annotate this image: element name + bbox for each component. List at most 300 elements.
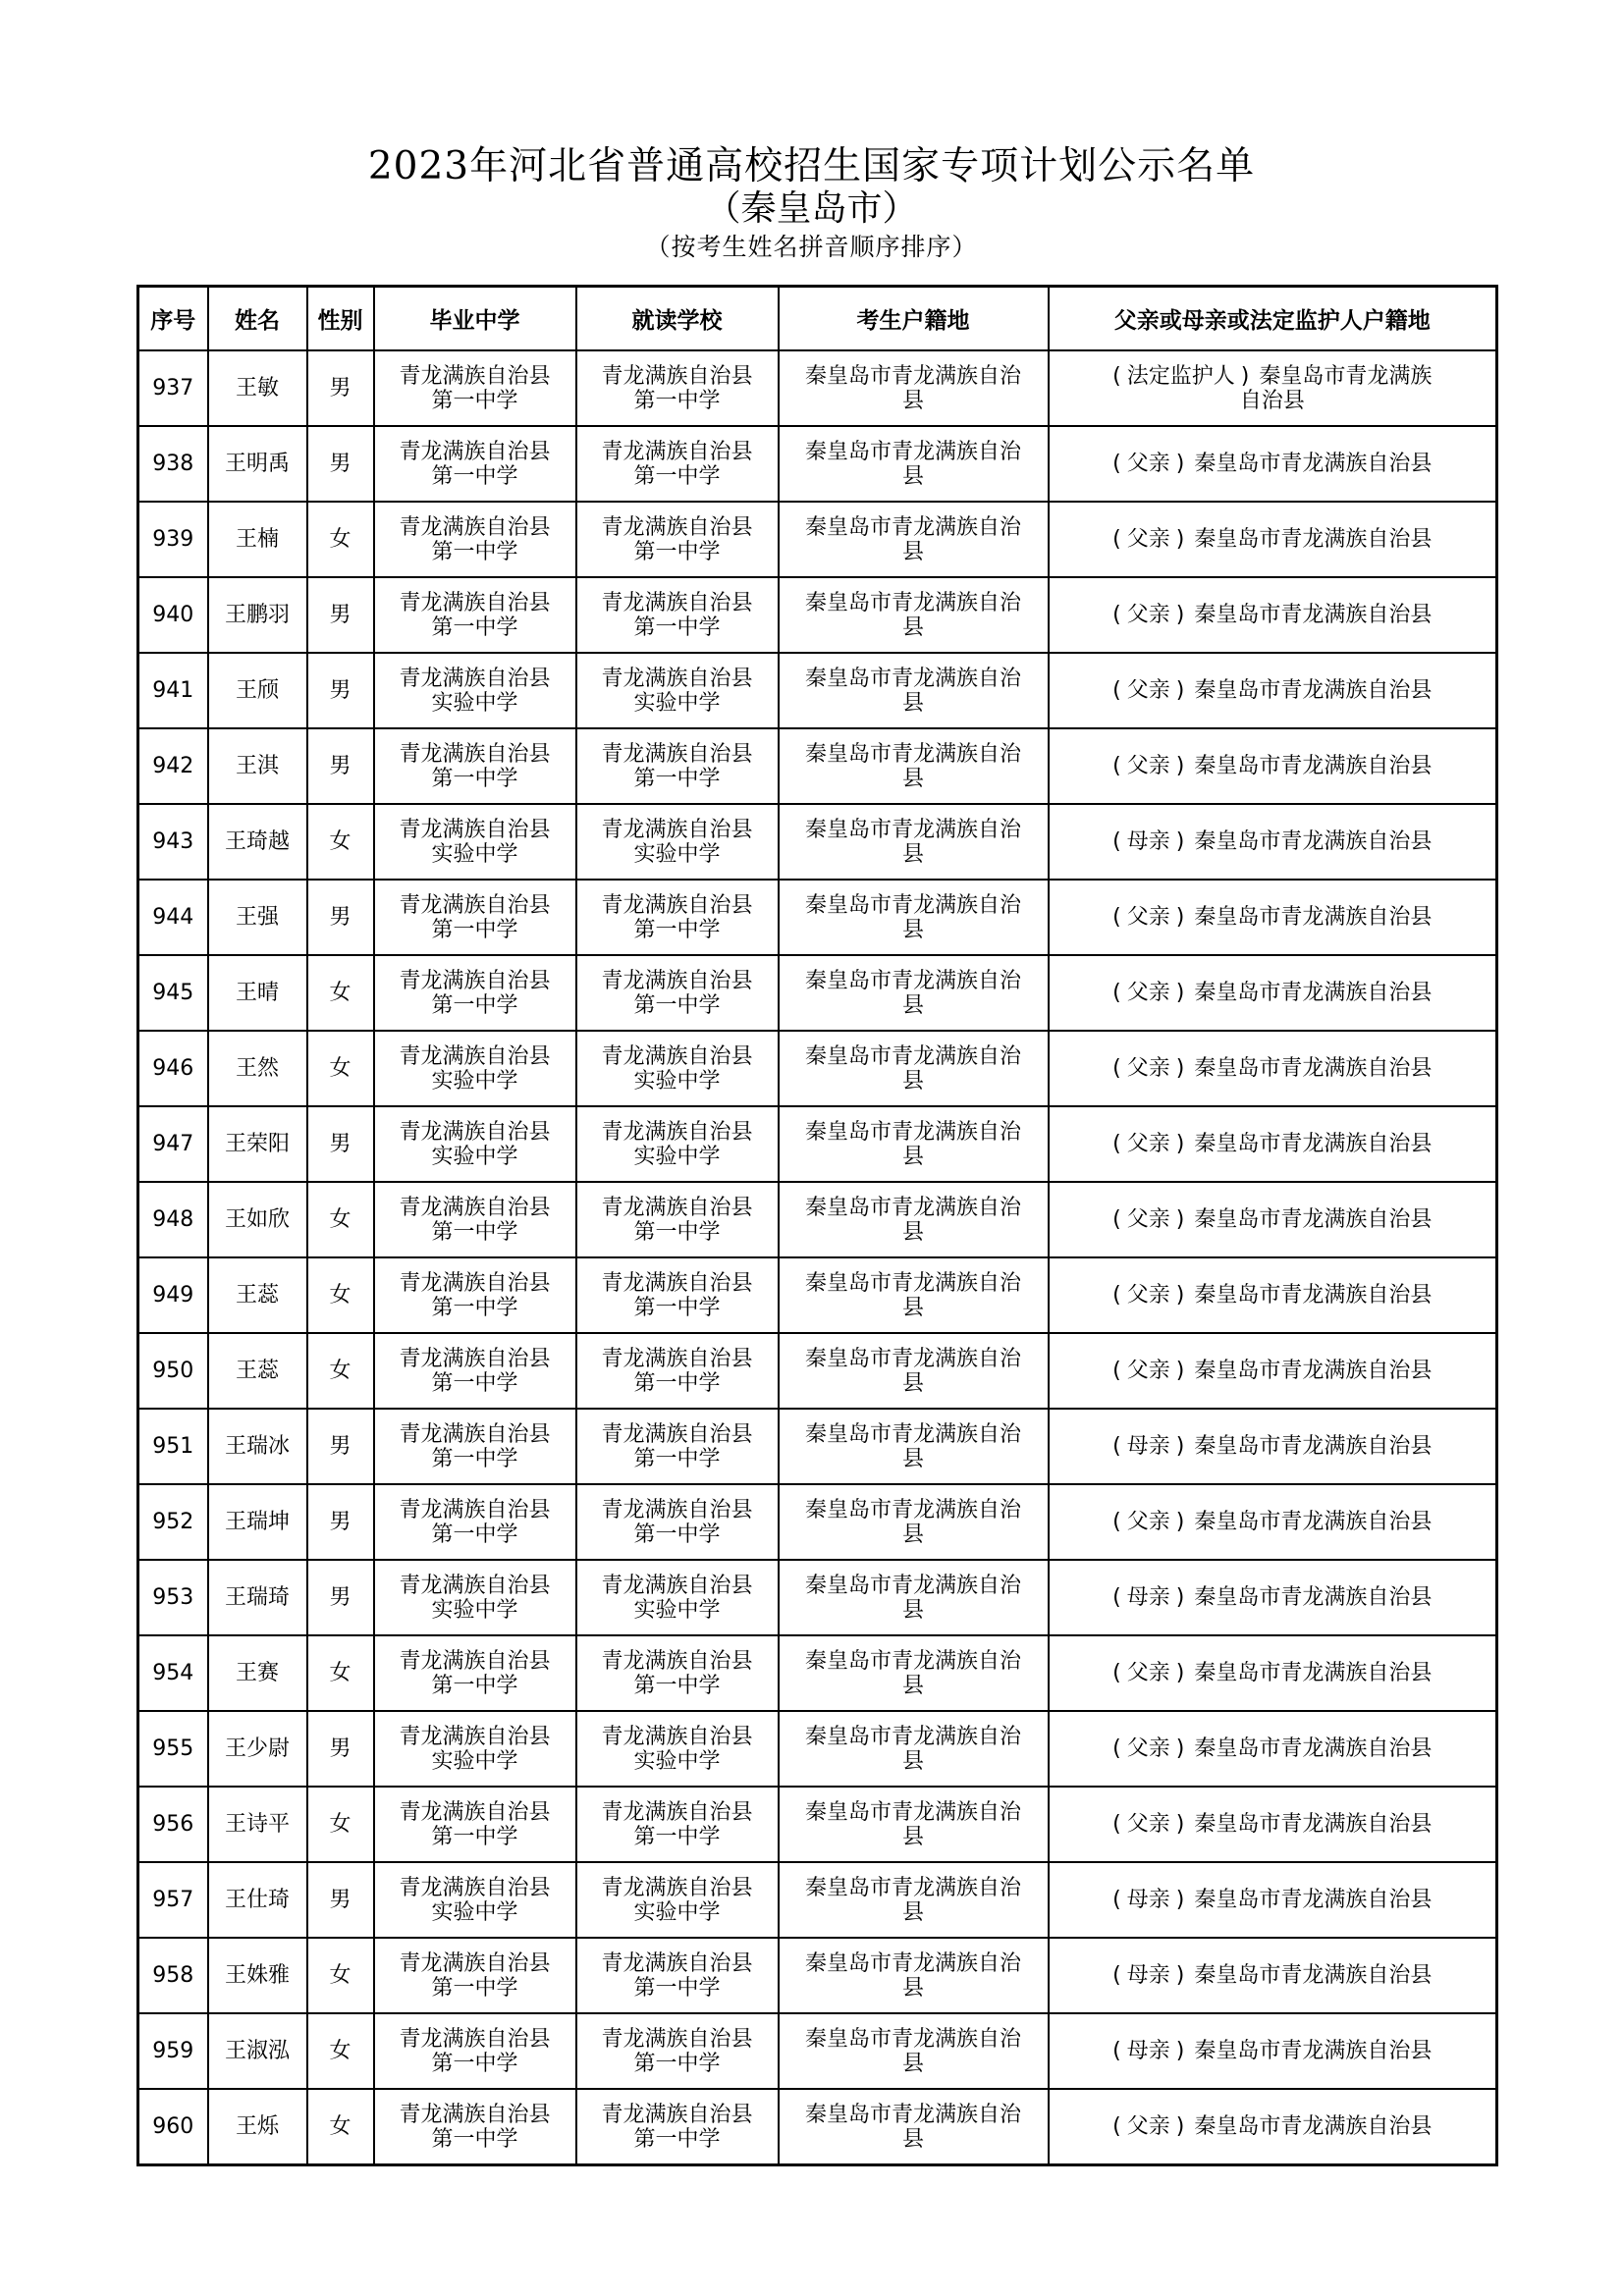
cell-parent-hukou [1049, 955, 1497, 1031]
table-row [138, 1711, 1497, 1787]
cell-grad-school-line1: 青龙满族自治县 [399, 514, 551, 540]
paren-open-glyph: ( [1112, 1963, 1121, 1988]
cell-hukou [779, 1031, 1049, 1106]
cell-name: 王姝雅 [208, 1938, 307, 2013]
cell-study-school-line2: 第一中学 [633, 539, 721, 564]
cell-study-school-line1: 青龙满族自治县 [601, 1195, 753, 1220]
cell-hukou-line1: 秦皇岛市青龙满族自治 [804, 817, 1021, 842]
cell-parent-hukou [1049, 653, 1497, 728]
parent-place: 秦皇岛市青龙满族自治县 [1194, 1056, 1433, 1081]
cell-grad-school [374, 728, 576, 804]
cell-hukou-line2: 县 [901, 690, 924, 716]
cell-grad-school [374, 653, 576, 728]
cell-grad-school [374, 880, 576, 955]
cell-study-school-line2: 第一中学 [633, 388, 721, 413]
cell-study-school-line1: 青龙满族自治县 [601, 590, 753, 615]
cell-grad-school [374, 2089, 576, 2165]
cell-hukou-line2: 县 [901, 2126, 924, 2152]
paren-open-glyph: ( [1112, 1510, 1121, 1534]
cell-hukou-line2: 县 [901, 1068, 924, 1094]
cell-grad-school-line2: 第一中学 [431, 917, 518, 942]
cell-hukou-line2: 县 [901, 1975, 924, 2001]
table-row [138, 1182, 1497, 1257]
cell-study-school-line1: 青龙满族自治县 [601, 1497, 753, 1522]
cell-seq: 955 [138, 1711, 208, 1787]
paren-open-glyph: ( [1112, 905, 1121, 930]
cell-sex: 女 [307, 804, 374, 880]
cell-study-school-line2: 实验中学 [633, 1144, 721, 1169]
cell-study-school-line1: 青龙满族自治县 [601, 892, 753, 918]
parent-place: 秦皇岛市青龙满族自治县 [1194, 527, 1433, 552]
cell-sex: 女 [307, 1635, 374, 1711]
cell-hukou-line2: 县 [901, 1295, 924, 1320]
cell-hukou-line1: 秦皇岛市青龙满族自治 [804, 514, 1021, 540]
cell-hukou [779, 426, 1049, 502]
cell-hukou [779, 502, 1049, 577]
parent-place: 秦皇岛市青龙满族自治县 [1194, 754, 1433, 778]
cell-hukou-line2: 县 [901, 1446, 924, 1471]
paren-open-glyph: ( [1112, 1056, 1121, 1081]
cell-seq: 942 [138, 728, 208, 804]
cell-sex: 女 [307, 1938, 374, 2013]
cell-parent-hukou [1049, 1484, 1497, 1560]
cell-name: 王蕊 [208, 1333, 307, 1409]
cell-grad-school [374, 1031, 576, 1106]
cell-hukou-line1: 秦皇岛市青龙满族自治 [804, 1875, 1021, 1900]
paren-open-glyph: ( [1112, 452, 1121, 476]
parent-relation: 父亲 [1126, 678, 1170, 703]
parent-place: 秦皇岛市青龙满族自治县 [1194, 1434, 1433, 1459]
table-row [138, 804, 1497, 880]
cell-study-school [576, 804, 779, 880]
cell-hukou-line1: 秦皇岛市青龙满族自治 [804, 1043, 1021, 1069]
cell-grad-school-line1: 青龙满族自治县 [399, 1421, 551, 1447]
cell-grad-school-line2: 第一中学 [431, 388, 518, 413]
cell-hukou-line2: 县 [901, 2051, 924, 2076]
parent-relation: 母亲 [1126, 2039, 1170, 2063]
cell-study-school [576, 1635, 779, 1711]
cell-grad-school-line1: 青龙满族自治县 [399, 1724, 551, 1749]
cell-grad-school-line1: 青龙满族自治县 [399, 363, 551, 389]
cell-hukou-line1: 秦皇岛市青龙满族自治 [804, 1270, 1021, 1296]
table-row [138, 1106, 1497, 1182]
parent-place: 秦皇岛市青龙满族自治县 [1194, 829, 1433, 854]
cell-hukou-line2: 县 [901, 1219, 924, 1245]
table-row [138, 880, 1497, 955]
paren-close-glyph: ) [1175, 1132, 1185, 1156]
cell-grad-school-line1: 青龙满族自治县 [399, 2102, 551, 2127]
paren-close-glyph: ) [1175, 1434, 1185, 1459]
cell-grad-school-line2: 第一中学 [431, 1522, 518, 1547]
paren-open-glyph: ( [1112, 363, 1121, 389]
parent-relation: 父亲 [1126, 905, 1170, 930]
cell-hukou-line2: 县 [901, 1522, 924, 1547]
cell-sex: 男 [307, 653, 374, 728]
cell-grad-school-line2: 第一中学 [431, 1370, 518, 1396]
cell-name: 王晴 [208, 955, 307, 1031]
cell-seq: 938 [138, 426, 208, 502]
cell-study-school [576, 880, 779, 955]
cell-study-school-line1: 青龙满族自治县 [601, 1421, 753, 1447]
cell-study-school-line1: 青龙满族自治县 [601, 1270, 753, 1296]
cell-study-school-line1: 青龙满族自治县 [601, 1043, 753, 1069]
col-header-grad-school: 毕业中学 [374, 287, 576, 351]
cell-study-school-line1: 青龙满族自治县 [601, 2026, 753, 2052]
parent-relation: 父亲 [1126, 1283, 1170, 1308]
cell-hukou [779, 1257, 1049, 1333]
cell-hukou [779, 1787, 1049, 1862]
paren-close-glyph: ) [1175, 527, 1185, 552]
cell-seq: 937 [138, 350, 208, 426]
cell-study-school-line2: 实验中学 [633, 1068, 721, 1094]
cell-name: 王强 [208, 880, 307, 955]
paren-close-glyph: ) [1175, 2039, 1185, 2063]
parent-relation: 母亲 [1126, 1888, 1170, 1912]
parent-relation: 母亲 [1126, 1434, 1170, 1459]
cell-parent-hukou [1049, 1182, 1497, 1257]
cell-seq: 947 [138, 1106, 208, 1182]
cell-grad-school [374, 1182, 576, 1257]
paren-open-glyph: ( [1112, 829, 1121, 854]
cell-hukou-line2: 县 [901, 841, 924, 867]
cell-grad-school-line2: 第一中学 [431, 614, 518, 640]
paren-close-glyph: ) [1175, 829, 1185, 854]
table-row [138, 653, 1497, 728]
cell-name: 王然 [208, 1031, 307, 1106]
cell-sex: 男 [307, 1106, 374, 1182]
cell-study-school [576, 1938, 779, 2013]
cell-name: 王琦越 [208, 804, 307, 880]
cell-sex: 男 [307, 1862, 374, 1938]
cell-study-school [576, 728, 779, 804]
cell-name: 王敏 [208, 350, 307, 426]
cell-name: 王瑞琦 [208, 1560, 307, 1635]
cell-name: 王赛 [208, 1635, 307, 1711]
cell-grad-school-line2: 实验中学 [431, 1068, 518, 1094]
paren-open-glyph: ( [1112, 678, 1121, 703]
cell-grad-school [374, 1409, 576, 1484]
parent-place: 秦皇岛市青龙满族自治县 [1194, 2114, 1433, 2139]
cell-grad-school-line1: 青龙满族自治县 [399, 1648, 551, 1674]
cell-hukou-line1: 秦皇岛市青龙满族自治 [804, 1724, 1021, 1749]
table-row [138, 426, 1497, 502]
cell-study-school-line1: 青龙满族自治县 [601, 741, 753, 767]
cell-seq: 954 [138, 1635, 208, 1711]
cell-hukou-line1: 秦皇岛市青龙满族自治 [804, 1573, 1021, 1598]
paren-close-glyph: ) [1175, 1812, 1185, 1837]
cell-hukou [779, 728, 1049, 804]
cell-study-school-line1: 青龙满族自治县 [601, 1119, 753, 1145]
cell-grad-school-line2: 第一中学 [431, 1824, 518, 1849]
cell-name: 王少尉 [208, 1711, 307, 1787]
parent-relation: 父亲 [1126, 1510, 1170, 1534]
cell-parent-hukou [1049, 1333, 1497, 1409]
cell-study-school-line2: 第一中学 [633, 2051, 721, 2076]
cell-grad-school [374, 1333, 576, 1409]
cell-name: 王鹏羽 [208, 577, 307, 653]
paren-open-glyph: ( [1112, 2039, 1121, 2063]
cell-hukou-line1: 秦皇岛市青龙满族自治 [804, 1119, 1021, 1145]
cell-grad-school-line2: 第一中学 [431, 1975, 518, 2001]
cell-hukou-line2: 县 [901, 992, 924, 1018]
cell-study-school [576, 1333, 779, 1409]
cell-study-school-line1: 青龙满族自治县 [601, 1875, 753, 1900]
cell-hukou-line1: 秦皇岛市青龙满族自治 [804, 1648, 1021, 1674]
parent-place: 秦皇岛市青龙满族自治县 [1194, 603, 1433, 627]
parent-place-line2: 自治县 [1239, 388, 1305, 413]
cell-study-school [576, 1862, 779, 1938]
paren-open-glyph: ( [1112, 527, 1121, 552]
cell-hukou-line2: 县 [901, 917, 924, 942]
cell-name: 王瑞坤 [208, 1484, 307, 1560]
paren-open-glyph: ( [1112, 1736, 1121, 1761]
cell-name: 王仕琦 [208, 1862, 307, 1938]
cell-grad-school-line1: 青龙满族自治县 [399, 1195, 551, 1220]
cell-hukou [779, 1938, 1049, 2013]
parent-relation: 父亲 [1126, 1056, 1170, 1081]
cell-grad-school-line1: 青龙满族自治县 [399, 1043, 551, 1069]
paren-open-glyph: ( [1112, 1661, 1121, 1685]
cell-sex: 男 [307, 426, 374, 502]
cell-seq: 956 [138, 1787, 208, 1862]
cell-study-school [576, 1182, 779, 1257]
cell-hukou [779, 2013, 1049, 2089]
cell-grad-school [374, 1560, 576, 1635]
parent-place: 秦皇岛市青龙满族自治县 [1194, 1812, 1433, 1837]
cell-hukou-line1: 秦皇岛市青龙满族自治 [804, 1799, 1021, 1825]
cell-seq: 944 [138, 880, 208, 955]
cell-study-school [576, 1031, 779, 1106]
cell-name: 王淇 [208, 728, 307, 804]
cell-grad-school [374, 426, 576, 502]
cell-parent-hukou [1049, 1409, 1497, 1484]
paren-close-glyph: ) [1175, 981, 1185, 1005]
cell-hukou-line1: 秦皇岛市青龙满族自治 [804, 439, 1021, 464]
cell-hukou-line1: 秦皇岛市青龙满族自治 [804, 1497, 1021, 1522]
paren-close-glyph: ) [1175, 1207, 1185, 1232]
cell-name: 王楠 [208, 502, 307, 577]
cell-parent-hukou [1049, 1711, 1497, 1787]
cell-grad-school-line2: 第一中学 [431, 2126, 518, 2152]
cell-grad-school [374, 1106, 576, 1182]
cell-grad-school-line1: 青龙满族自治县 [399, 1119, 551, 1145]
cell-grad-school-line2: 实验中学 [431, 1899, 518, 1925]
cell-grad-school-line1: 青龙满族自治县 [399, 892, 551, 918]
cell-seq: 958 [138, 1938, 208, 2013]
cell-study-school-line2: 实验中学 [633, 690, 721, 716]
cell-study-school-line2: 第一中学 [633, 992, 721, 1018]
cell-seq: 951 [138, 1409, 208, 1484]
cell-seq: 941 [138, 653, 208, 728]
paren-close-glyph: ) [1175, 678, 1185, 703]
cell-hukou [779, 1106, 1049, 1182]
cell-parent-hukou [1049, 2089, 1497, 2165]
paren-open-glyph: ( [1112, 1132, 1121, 1156]
cell-study-school-line1: 青龙满族自治县 [601, 666, 753, 691]
cell-study-school-line2: 第一中学 [633, 614, 721, 640]
cell-grad-school-line2: 实验中学 [431, 1597, 518, 1623]
table-row [138, 1862, 1497, 1938]
cell-study-school-line1: 青龙满族自治县 [601, 1799, 753, 1825]
cell-study-school-line2: 第一中学 [633, 1673, 721, 1698]
parent-relation: 母亲 [1126, 1963, 1170, 1988]
parent-relation: 父亲 [1126, 1661, 1170, 1685]
parent-place: 秦皇岛市青龙满族自治县 [1194, 1888, 1433, 1912]
cell-study-school-line1: 青龙满族自治县 [601, 1573, 753, 1598]
parent-place: 秦皇岛市青龙满族自治县 [1194, 452, 1433, 476]
cell-study-school-line2: 第一中学 [633, 1370, 721, 1396]
parent-relation: 法定监护人 [1126, 363, 1235, 389]
cell-study-school [576, 955, 779, 1031]
roster-table [136, 285, 1498, 2166]
cell-study-school-line1: 青龙满族自治县 [601, 439, 753, 464]
cell-sex: 男 [307, 577, 374, 653]
paren-close-glyph: ) [1240, 363, 1250, 389]
cell-study-school-line2: 第一中学 [633, 1824, 721, 1849]
paren-close-glyph: ) [1175, 1585, 1185, 1610]
cell-sex: 女 [307, 1031, 374, 1106]
cell-study-school-line2: 第一中学 [633, 1522, 721, 1547]
parent-relation: 母亲 [1126, 829, 1170, 854]
cell-grad-school-line1: 青龙满族自治县 [399, 1346, 551, 1371]
cell-grad-school-line1: 青龙满族自治县 [399, 1875, 551, 1900]
cell-seq: 950 [138, 1333, 208, 1409]
paren-close-glyph: ) [1175, 1888, 1185, 1912]
cell-parent-hukou [1049, 880, 1497, 955]
table-row [138, 1257, 1497, 1333]
table-row [138, 1409, 1497, 1484]
paren-close-glyph: ) [1175, 603, 1185, 627]
cell-grad-school-line2: 第一中学 [431, 2051, 518, 2076]
cell-parent-hukou [1049, 1031, 1497, 1106]
cell-hukou-line2: 县 [901, 1673, 924, 1698]
paren-close-glyph: ) [1175, 1510, 1185, 1534]
cell-sex: 女 [307, 2013, 374, 2089]
paren-close-glyph: ) [1175, 452, 1185, 476]
paren-close-glyph: ) [1175, 1283, 1185, 1308]
cell-grad-school-line1: 青龙满族自治县 [399, 817, 551, 842]
table-row [138, 577, 1497, 653]
cell-hukou-line1: 秦皇岛市青龙满族自治 [804, 2026, 1021, 2052]
cell-study-school-line1: 青龙满族自治县 [601, 2102, 753, 2127]
cell-grad-school [374, 1635, 576, 1711]
cell-sex: 女 [307, 955, 374, 1031]
table-row [138, 1031, 1497, 1106]
paren-close-glyph: ) [1175, 754, 1185, 778]
cell-study-school-line2: 实验中学 [633, 1748, 721, 1774]
cell-study-school [576, 1560, 779, 1635]
cell-sex: 男 [307, 728, 374, 804]
parent-place: 秦皇岛市青龙满族自治县 [1194, 1207, 1433, 1232]
cell-study-school [576, 1787, 779, 1862]
col-header-study-school: 就读学校 [576, 287, 779, 351]
cell-hukou [779, 1182, 1049, 1257]
cell-seq: 948 [138, 1182, 208, 1257]
cell-grad-school-line2: 第一中学 [431, 1446, 518, 1471]
cell-sex: 男 [307, 1409, 374, 1484]
cell-grad-school-line1: 青龙满族自治县 [399, 666, 551, 691]
cell-hukou [779, 2089, 1049, 2165]
cell-study-school-line2: 实验中学 [633, 841, 721, 867]
cell-study-school-line2: 第一中学 [633, 463, 721, 489]
cell-sex: 男 [307, 880, 374, 955]
parent-place: 秦皇岛市青龙满族自治县 [1194, 678, 1433, 703]
cell-study-school [576, 1484, 779, 1560]
paren-open-glyph: ( [1112, 1283, 1121, 1308]
parent-relation: 父亲 [1126, 754, 1170, 778]
cell-grad-school-line1: 青龙满族自治县 [399, 2026, 551, 2052]
cell-seq: 945 [138, 955, 208, 1031]
parent-relation: 父亲 [1126, 1132, 1170, 1156]
cell-grad-school-line1: 青龙满族自治县 [399, 439, 551, 464]
paren-open-glyph: ( [1112, 2114, 1121, 2139]
cell-hukou [779, 653, 1049, 728]
cell-seq: 949 [138, 1257, 208, 1333]
table-row [138, 1333, 1497, 1409]
paren-close-glyph: ) [1175, 905, 1185, 930]
paren-open-glyph: ( [1112, 1434, 1121, 1459]
cell-grad-school-line1: 青龙满族自治县 [399, 1799, 551, 1825]
page-title: 2023年河北省普通高校招生国家专项计划公示名单 [367, 144, 1256, 188]
cell-hukou-line2: 县 [901, 463, 924, 489]
cell-grad-school-line1: 青龙满族自治县 [399, 1950, 551, 1976]
parent-place: 秦皇岛市青龙满族自治县 [1194, 1661, 1433, 1685]
cell-grad-school [374, 1257, 576, 1333]
parent-relation: 母亲 [1126, 1585, 1170, 1610]
cell-sex: 女 [307, 502, 374, 577]
cell-seq: 943 [138, 804, 208, 880]
cell-hukou-line1: 秦皇岛市青龙满族自治 [804, 666, 1021, 691]
cell-hukou-line2: 县 [901, 614, 924, 640]
cell-grad-school-line1: 青龙满族自治县 [399, 1270, 551, 1296]
cell-study-school-line2: 实验中学 [633, 1597, 721, 1623]
paren-open-glyph: ( [1112, 603, 1121, 627]
table-header-row [138, 287, 1497, 351]
cell-sex: 男 [307, 1711, 374, 1787]
cell-study-school-line2: 第一中学 [633, 766, 721, 791]
cell-hukou [779, 1862, 1049, 1938]
cell-study-school [576, 350, 779, 426]
cell-study-school [576, 1106, 779, 1182]
cell-parent-hukou [1049, 2013, 1497, 2089]
sort-note: （按考生姓名拼音顺序排序） [645, 233, 978, 261]
cell-study-school [576, 2013, 779, 2089]
col-header-hukou: 考生户籍地 [779, 287, 1049, 351]
cell-seq: 960 [138, 2089, 208, 2165]
paren-open-glyph: ( [1112, 1207, 1121, 1232]
cell-hukou-line1: 秦皇岛市青龙满族自治 [804, 741, 1021, 767]
paren-close-glyph: ) [1175, 2114, 1185, 2139]
cell-seq: 939 [138, 502, 208, 577]
cell-grad-school-line1: 青龙满族自治县 [399, 741, 551, 767]
cell-grad-school-line2: 实验中学 [431, 1144, 518, 1169]
table-row [138, 1787, 1497, 1862]
cell-sex: 女 [307, 1182, 374, 1257]
cell-name: 王瑞冰 [208, 1409, 307, 1484]
parent-relation: 父亲 [1126, 1207, 1170, 1232]
cell-grad-school-line2: 第一中学 [431, 463, 518, 489]
cell-parent-hukou [1049, 1635, 1497, 1711]
cell-name: 王蕊 [208, 1257, 307, 1333]
cell-hukou-line2: 县 [901, 1597, 924, 1623]
col-header-sex: 性别 [307, 287, 374, 351]
paren-close-glyph: ) [1175, 1359, 1185, 1383]
cell-seq: 940 [138, 577, 208, 653]
parent-place: 秦皇岛市青龙满族 [1259, 363, 1433, 389]
table-row [138, 1635, 1497, 1711]
cell-name: 王荣阳 [208, 1106, 307, 1182]
cell-parent-hukou [1049, 1938, 1497, 2013]
